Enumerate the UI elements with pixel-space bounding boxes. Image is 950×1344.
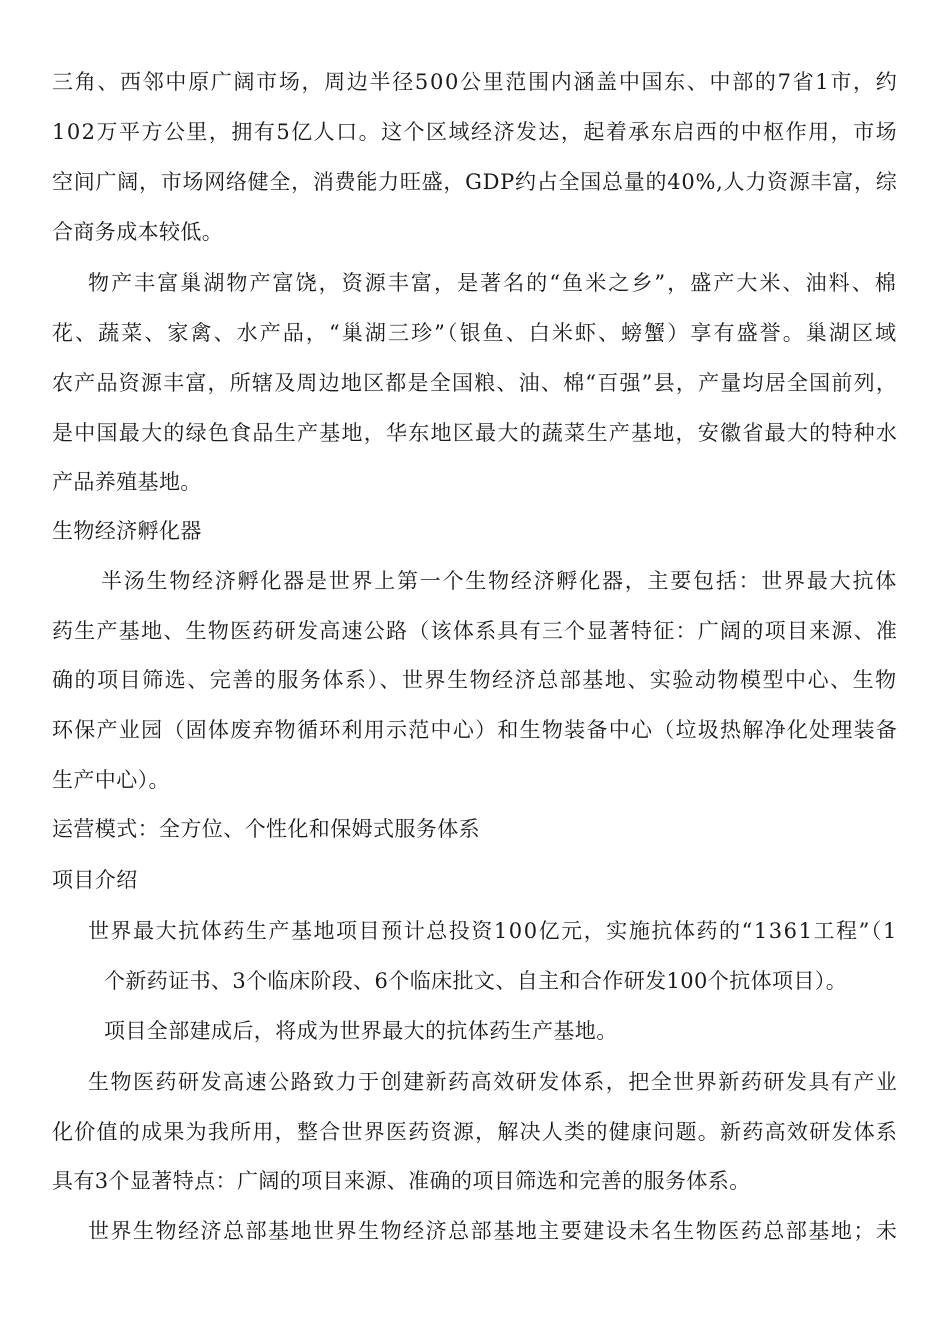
text-line: 花、蔬菜、家禽、水产品，“巢湖三珍”（银鱼、白米虾、螃蟹）享有盛誉。巢湖区域	[52, 321, 898, 345]
text-line: 具有3个显著特点：广阔的项目来源、准确的项目筛选和完善的服务体系。	[52, 1169, 751, 1193]
section-heading: 项目介绍	[52, 868, 138, 892]
text-line: 药生产基地、生物医药研发高速公路（该体系具有三个显著特征：广阔的项目来源、准	[52, 619, 898, 643]
section-heading: 生物经济孵化器	[52, 519, 202, 543]
text-line: 半汤生物经济孵化器是世界上第一个生物经济孵化器，主要包括：世界最大抗体	[101, 569, 898, 593]
text-line: 产品养殖基地。	[52, 470, 202, 494]
text-line: 生物医药研发高速公路致力于创建新药高效研发体系，把全世界新药研发具有产业	[88, 1070, 898, 1094]
text-line: 物产丰富巢湖物产富饶，资源丰富，是著名的“鱼米之乡”，盛产大米、油料、棉	[88, 271, 898, 295]
text-line: 102万平方公里，拥有5亿人口。这个区域经济发达，起着承东启西的中枢作用，市场	[52, 120, 898, 144]
text-line: 环保产业园（固体废弃物循环利用示范中心）和生物装备中心（垃圾热解净化处理装备	[52, 718, 898, 742]
text-line: 化价值的成果为我所用，整合世界医药资源，解决人类的健康问题。新药高效研发体系	[52, 1120, 898, 1144]
text-line: 项目全部建成后，将成为世界最大的抗体药生产基地。	[104, 1019, 618, 1043]
text-line: 世界最大抗体药生产基地项目预计总投资100亿元，实施抗体药的“1361工程”（1	[88, 919, 898, 943]
text-line: 合商务成本较低。	[52, 220, 224, 244]
text-line: 确的项目筛选、完善的服务体系）、世界生物经济总部基地、实验动物模型中心、生物	[52, 668, 898, 692]
text-line: 是中国最大的绿色食品生产基地，华东地区最大的蔬菜生产基地，安徽省最大的特种水	[52, 421, 898, 445]
text-line: 三角、西邻中原广阔市场，周边半径500公里范围内涵盖中国东、中部的7省1市，约	[52, 70, 898, 94]
section-heading: 运营模式：全方位、个性化和保姆式服务体系	[52, 817, 480, 841]
text-line: 农产品资源丰富，所辖及周边地区都是全国粮、油、棉“百强”县，产量均居全国前列，	[52, 371, 898, 395]
text-line: 生产中心）。	[52, 768, 170, 792]
text-line: 个新药证书、3个临床阶段、6个临床批文、自主和合作研发100个抗体项目）。	[104, 969, 848, 993]
text-line: 世界生物经济总部基地世界生物经济总部基地主要建设未名生物医药总部基地；未	[88, 1219, 898, 1243]
text-line: 空间广阔，市场网络健全，消费能力旺盛，GDP约占全国总量的40%,人力资源丰富，综	[52, 170, 898, 194]
